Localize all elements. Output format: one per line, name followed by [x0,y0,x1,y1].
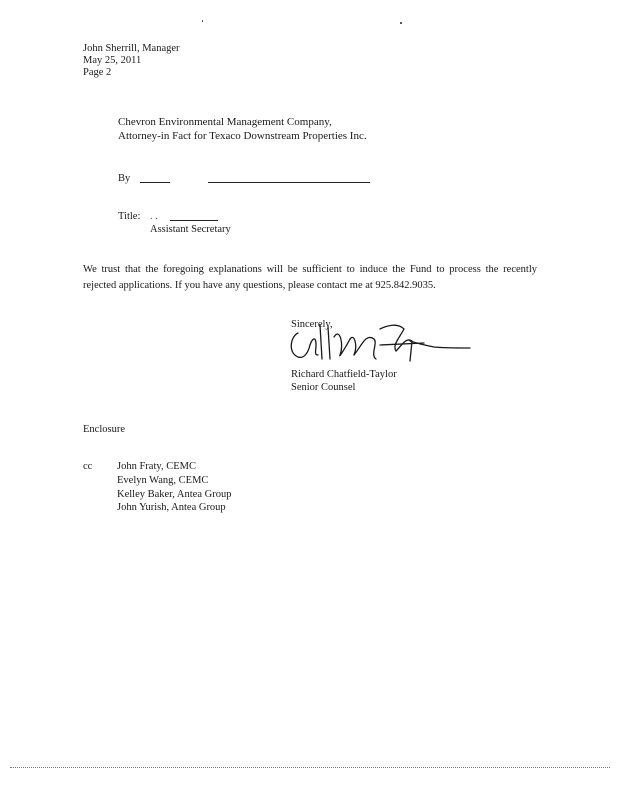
cc-label: cc [83,461,93,472]
header-page-number: Page 2 [83,67,112,78]
signer-name: Richard Chatfield-Taylor [291,369,397,380]
closing-salutation: Sincerely, [291,319,333,330]
cc-recipient: John Fraty, CEMC [117,461,196,472]
by-short-blank [140,182,170,183]
by-signature-line [208,182,370,183]
cc-recipient: John Yurish, Antea Group [117,502,226,513]
signer-title: Senior Counsel [291,382,356,393]
body-paragraph: We trust that the foregoing explanations will be sufficient to induce the Fund to process the recently rejected applications. If you have any questions, please contact me at 925.842.9035. [83,264,537,291]
company-name: Chevron Environmental Management Company, [118,116,332,128]
cc-recipient: Evelyn Wang, CEMC [117,475,209,486]
cc-recipient: Kelley Baker, Antea Group [117,489,232,500]
enclosure-label: Enclosure [83,424,125,435]
title-value: Assistant Secretary [150,224,231,235]
title-label: Title: [118,211,141,222]
by-label: By [118,173,131,184]
scan-noise-line [10,764,610,768]
scan-speck [202,20,203,22]
header-recipient: John Sherrill, Manager [83,43,180,54]
title-dots: . . [150,211,158,222]
company-attorney-line: Attorney-in Fact for Texaco Downstream Properties Inc. [118,130,367,142]
header-date: May 25, 2011 [83,55,142,66]
scan-speck [400,22,402,24]
title-blank-line [170,220,218,221]
handwritten-signature [284,315,474,367]
